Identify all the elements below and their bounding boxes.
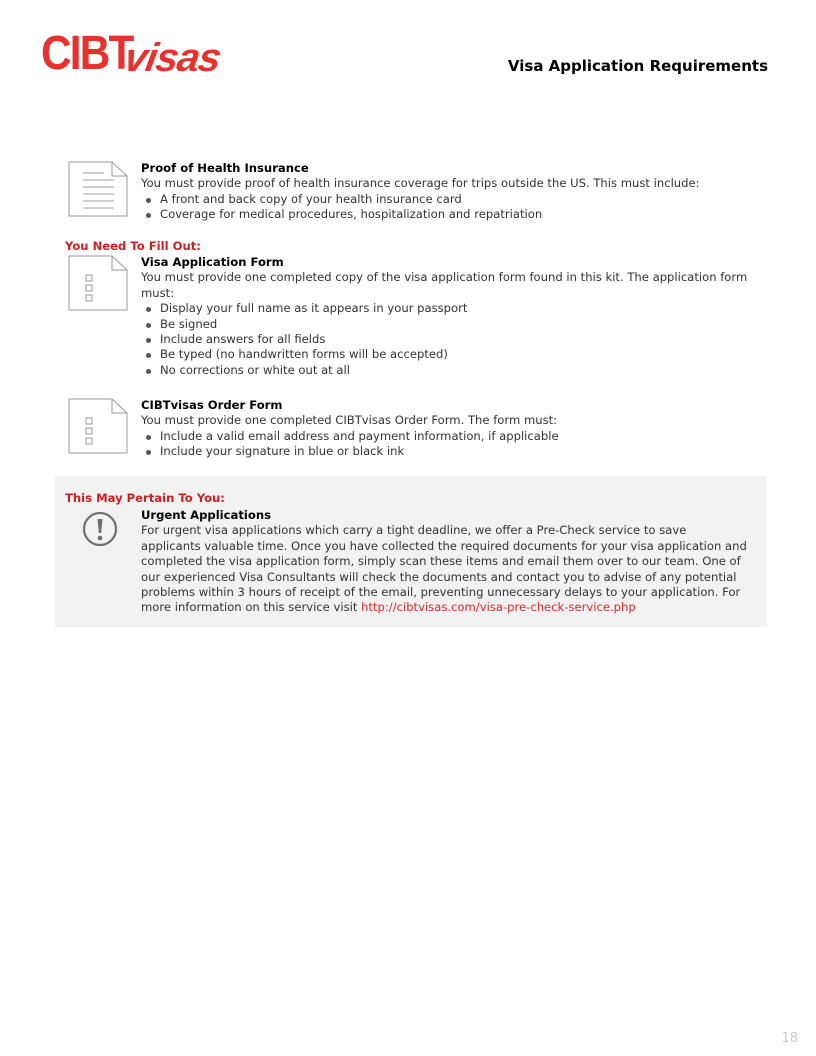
visa-application-form-item	[68, 255, 756, 378]
list-item: No corrections or white out at all	[141, 363, 756, 378]
list-item: Display your full name as it appears in your passport	[141, 301, 756, 316]
cibtvisas-logo	[41, 27, 224, 80]
list-item: Include answers for all fields	[141, 332, 756, 347]
list-item: Be signed	[141, 317, 756, 332]
list-item: Include your signature in blue or black ink	[141, 444, 756, 459]
health-insurance-title: Proof of Health Insurance	[141, 161, 309, 175]
fill-out-heading: You Need To Fill Out:	[65, 239, 201, 253]
urgent-title: Urgent Applications	[141, 508, 271, 522]
page-number: 18	[781, 1031, 798, 1046]
order-form-title: CIBTvisas Order Form	[141, 398, 283, 412]
urgent-applications-item	[68, 508, 748, 616]
visa-form-description: You must provide one completed copy of the visa application form found in this kit. The application form must:	[141, 270, 748, 300]
urgent-description-text: For urgent visa applications which carry a tight deadline, we offer a Pre-Check service to save applicants valuable time. Once you have collected the required documents for your visa application and completed the visa application form, simply scan these items and email them over to our team. One of our experienced Visa Consultants will check the documents and contact you to advise of any potential problems within 3 hours of receipt of the email, preventing unnecessary delays to your application. For more information on this service visit	[141, 523, 747, 615]
logo-italic-text: visas	[121, 36, 224, 80]
list-item: A front and back copy of your health insurance card	[141, 192, 756, 207]
health-insurance-list	[141, 192, 756, 223]
order-form-list	[141, 429, 756, 460]
health-insurance-item	[68, 161, 756, 223]
checklist-document-icon	[68, 398, 128, 454]
order-form-item	[68, 398, 756, 460]
logo-bold-text: CIBT	[41, 27, 133, 80]
pertain-heading: This May Pertain To You:	[65, 491, 225, 505]
list-item: Coverage for medical procedures, hospitalization and repatriation	[141, 207, 756, 222]
health-insurance-description: You must provide proof of health insurance coverage for trips outside the US. This must include:	[141, 176, 700, 191]
list-item: Include a valid email address and payment information, if applicable	[141, 429, 756, 444]
list-item: Be typed (no handwritten forms will be accepted)	[141, 347, 756, 362]
alert-icon	[82, 511, 118, 547]
visa-form-list	[141, 301, 756, 378]
pre-check-link[interactable]: http://cibtvisas.com/visa-pre-check-service.php	[361, 600, 636, 615]
page-title: Visa Application Requirements	[507, 57, 768, 75]
urgent-description	[141, 523, 748, 615]
checklist-document-icon	[68, 255, 128, 311]
document-icon	[68, 161, 128, 217]
visa-form-title: Visa Application Form	[141, 255, 284, 269]
order-form-description: You must provide one completed CIBTvisas Order Form. The form must:	[141, 413, 558, 428]
